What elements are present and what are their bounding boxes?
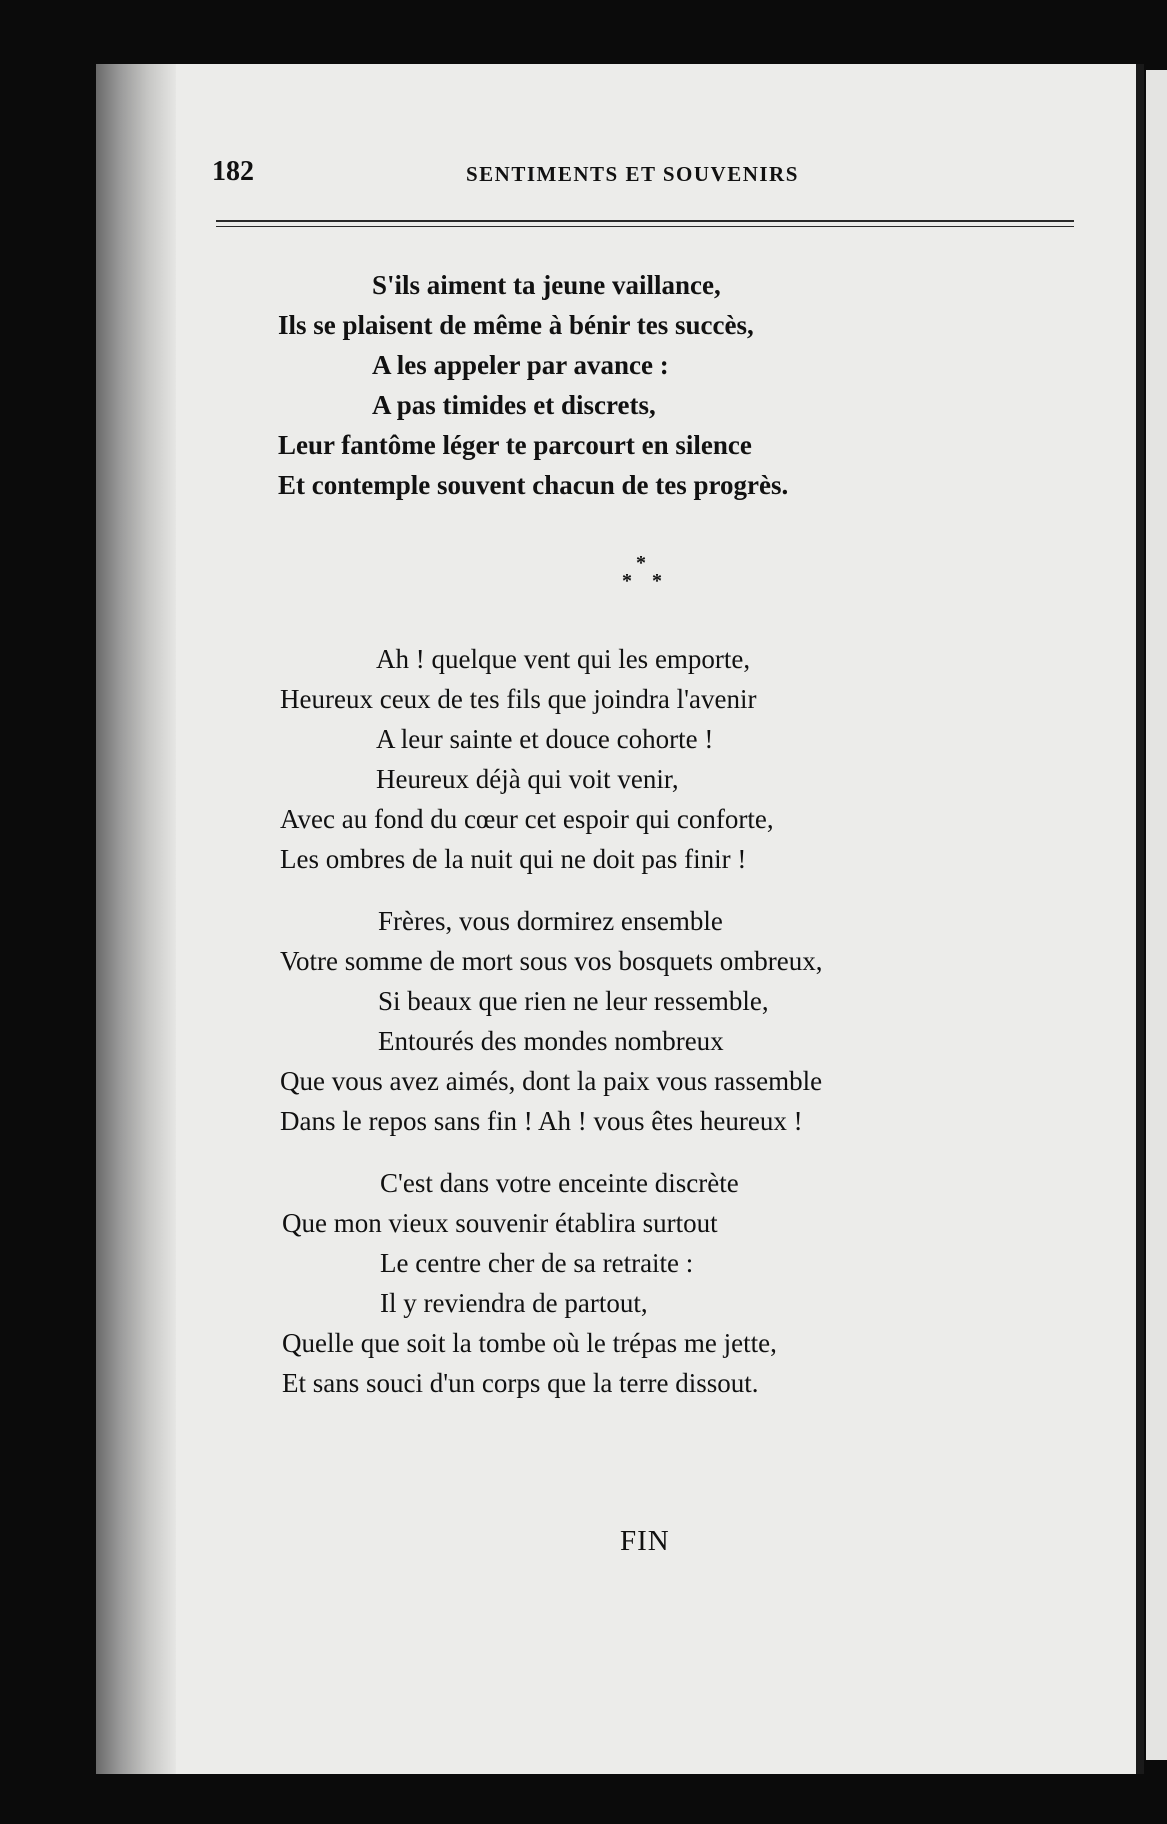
verse-line: Ils se plaisent de même à bénir tes succès, — [278, 310, 754, 340]
verse-line: Et sans souci d'un corps que la terre dissout. — [282, 1368, 759, 1398]
verse-line: Le centre cher de sa retraite : — [380, 1248, 694, 1278]
verse-line: A leur sainte et douce cohorte ! — [376, 724, 714, 754]
asterism-star: * — [652, 570, 662, 592]
verse-line: Il y reviendra de partout, — [380, 1288, 648, 1318]
verse-line: A pas timides et discrets, — [372, 390, 656, 420]
running-header — [96, 156, 1136, 196]
next-page-strip — [1146, 70, 1167, 1760]
verse-line: Frères, vous dormirez ensemble — [378, 906, 723, 936]
asterism-star: * — [636, 552, 646, 574]
asterism-star: * — [622, 570, 632, 592]
verse-line: Ah ! quelque vent qui les emporte, — [376, 644, 751, 674]
header-rule-top — [216, 220, 1074, 222]
verse-line: Entourés des mondes nombreux — [378, 1026, 724, 1056]
verse-line: Heureux ceux de tes fils que joindra l'avenir — [280, 684, 757, 714]
verse-line: Heureux déjà qui voit venir, — [376, 764, 679, 794]
page-number: 182 — [212, 156, 254, 187]
page-gutter — [96, 64, 176, 1774]
verse-line: Votre somme de mort sous vos bosquets ombreux, — [280, 946, 823, 976]
header-rule-bottom — [216, 226, 1074, 227]
verse-line: Quelle que soit la tombe où le trépas me jette, — [282, 1328, 777, 1358]
verse-line: Que vous avez aimés, dont la paix vous rassemble — [280, 1066, 823, 1096]
verse-line: S'ils aiment ta jeune vaillance, — [372, 270, 721, 300]
asterism-separator — [618, 552, 678, 612]
verse-line: Que mon vieux souvenir établira surtout — [282, 1208, 718, 1238]
book-page — [96, 64, 1136, 1774]
verse-line: Dans le repos sans fin ! Ah ! vous êtes heureux ! — [280, 1106, 803, 1136]
running-title: SENTIMENTS ET SOUVENIRS — [466, 162, 799, 186]
verse-line: Les ombres de la nuit qui ne doit pas finir ! — [280, 844, 747, 874]
verse-line: Leur fantôme léger te parcourt en silence — [278, 430, 752, 460]
verse-line: Et contemple souvent chacun de tes progrès. — [278, 470, 789, 500]
verse-line: Avec au fond du cœur cet espoir qui conforte, — [280, 804, 774, 834]
end-label: FIN — [620, 1525, 670, 1557]
verse-line: A les appeler par avance : — [372, 350, 669, 380]
verse-line: C'est dans votre enceinte discrète — [380, 1168, 739, 1198]
verse-line: Si beaux que rien ne leur ressemble, — [378, 986, 769, 1016]
page-edge-shadow — [1136, 64, 1144, 1774]
